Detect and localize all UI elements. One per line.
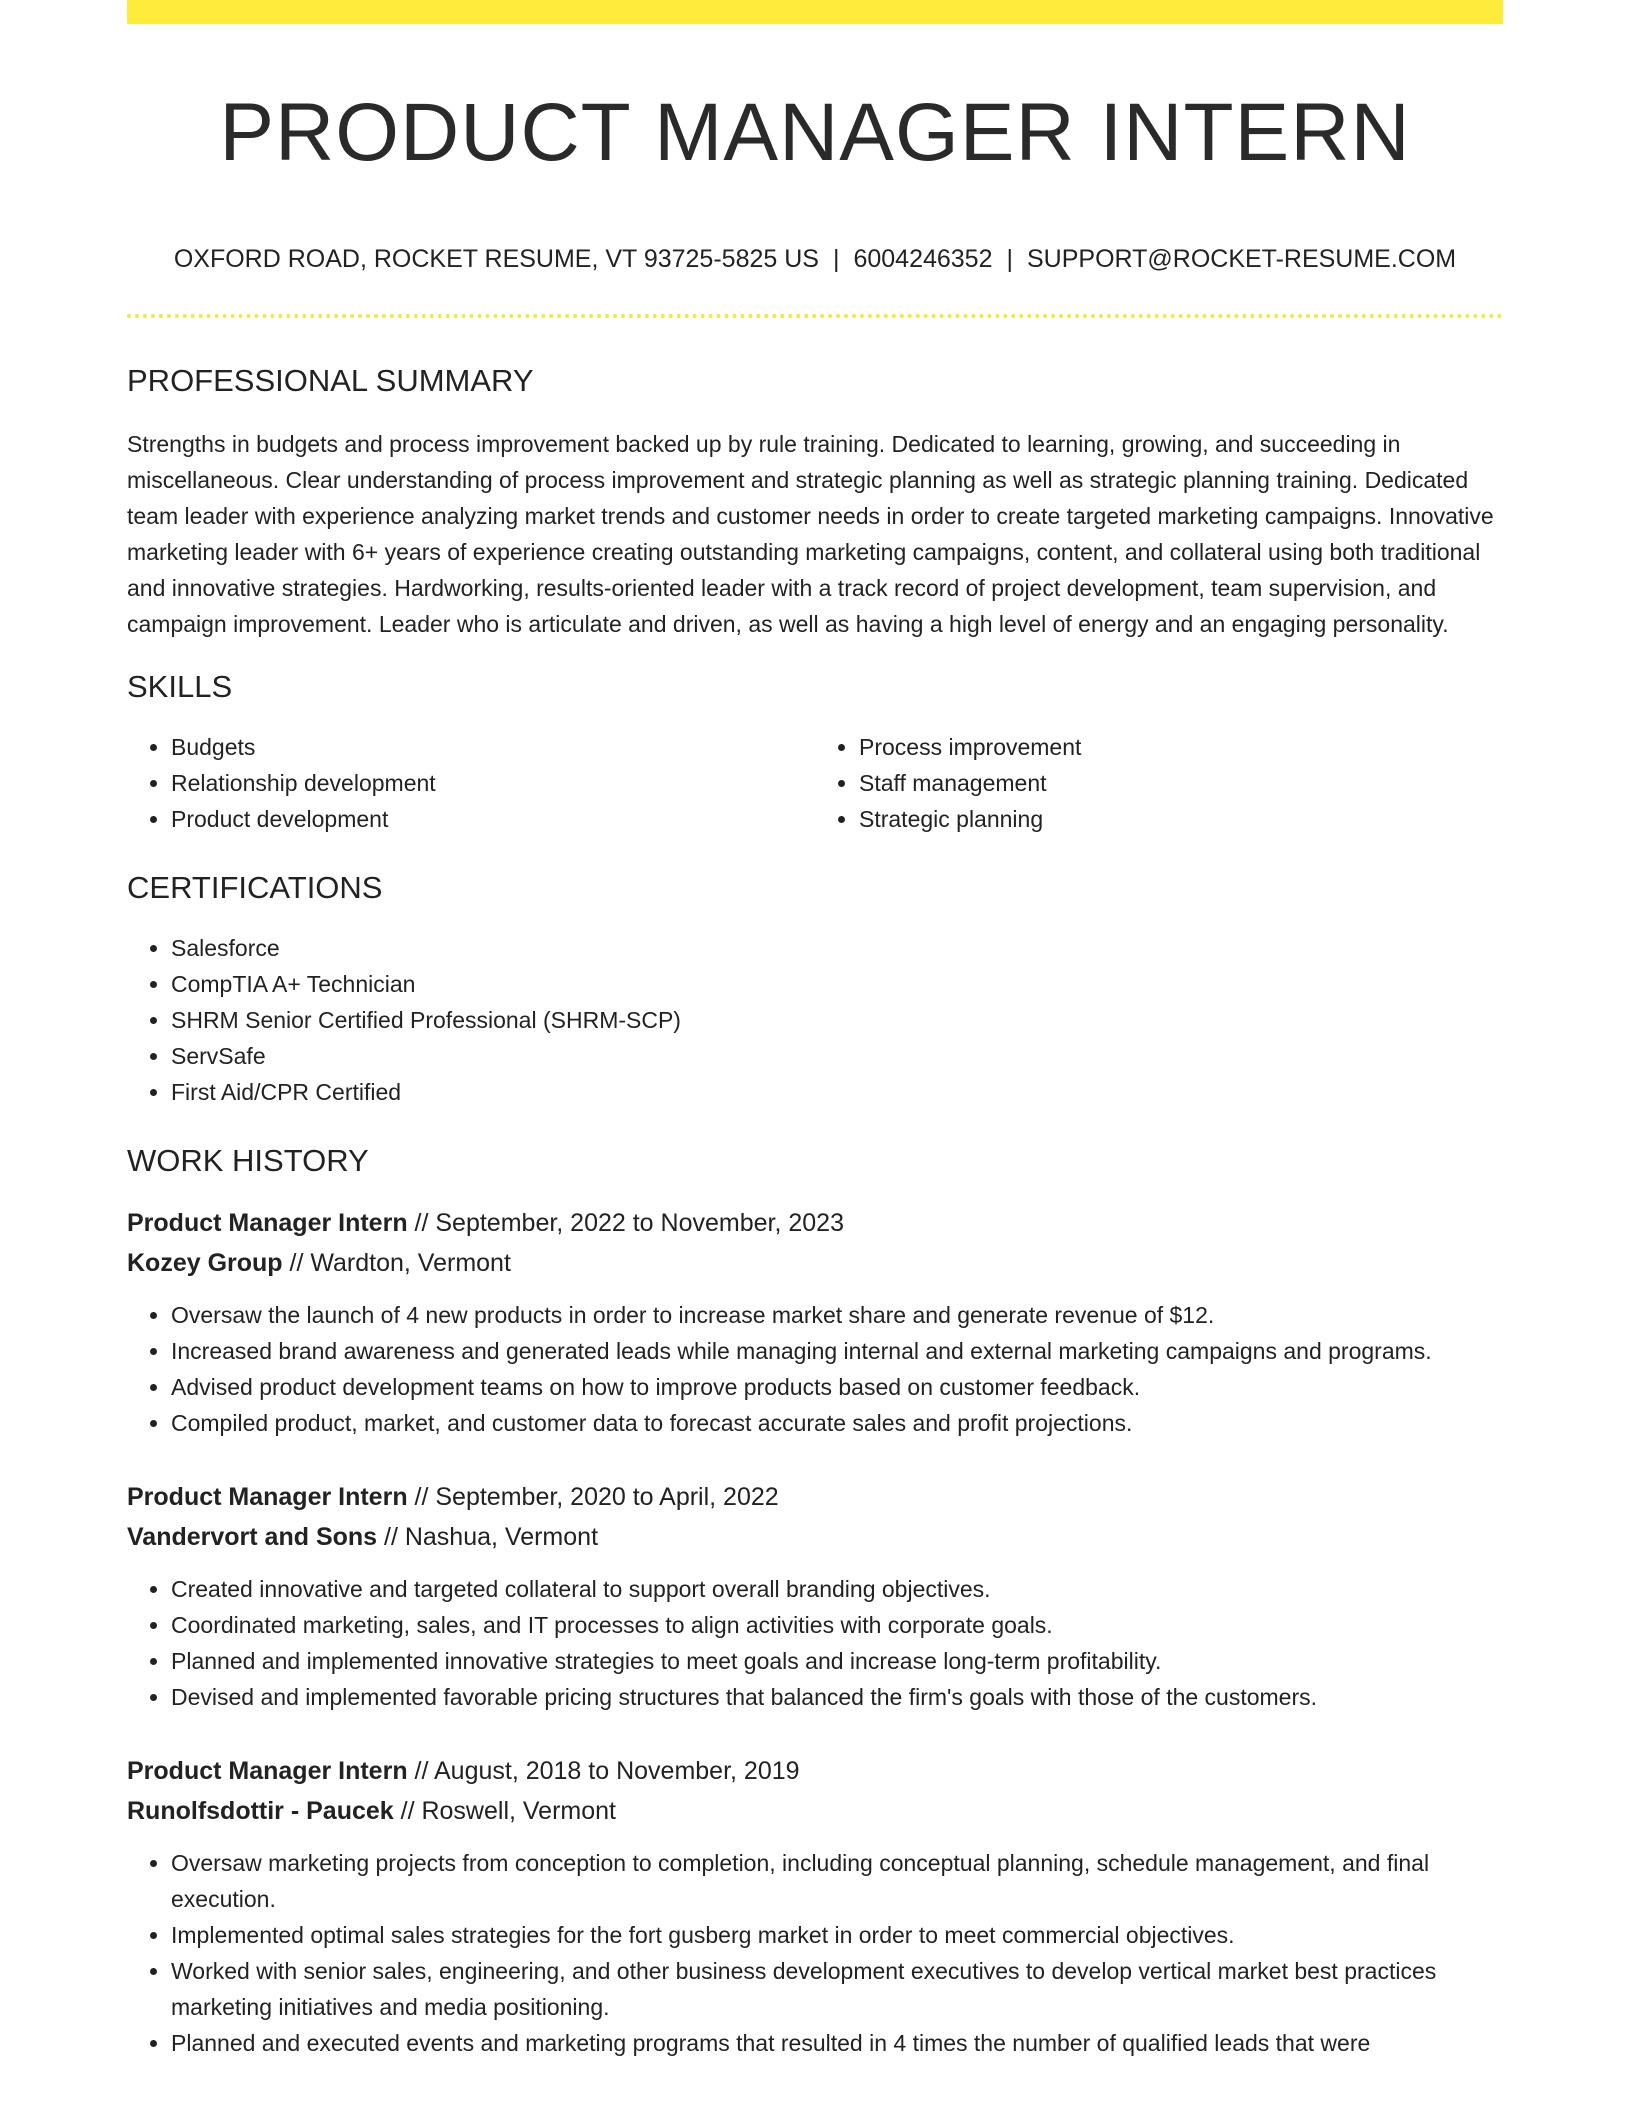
email: SUPPORT@ROCKET-RESUME.COM: [1027, 245, 1457, 274]
certification-item: • SHRM Senior Certified Professional (SHRM-SCP): [171, 1002, 1503, 1038]
address: OXFORD ROAD, ROCKET RESUME, VT 93725-5825 US: [173, 245, 819, 274]
job-role-line: [127, 1203, 1503, 1243]
skill-item: • Strategic planning: [859, 801, 1503, 837]
contact-line: [127, 244, 1503, 274]
job-bullet: • Planned and implemented innovative strategies to meet goals and increase long-term profitability.: [171, 1643, 1503, 1679]
summary-text: Strengths in budgets and process improvement backed up by rule training. Dedicated to learning, growing, and succeeding in miscellaneous. Clear understanding of process improvement and strategic planning as well as strategic planning training. Dedicated team leader with experience analyzing market trends and customer needs in order to create targeted marketing campaigns. Innovative marketing leader with 6+ years of experience creating outstanding marketing campaigns, content, and collateral using both traditional and innovative strategies. Hardworking, results-oriented leader with a track record of project development, team supervision, and campaign improvement. Leader who is articulate and driven, as well as having a high level of energy and an engaging personality.: [127, 430, 1494, 637]
work-history-heading: WORK HISTORY: [127, 1142, 369, 1178]
job-entry: [127, 1203, 1503, 1441]
certifications-heading: CERTIFICATIONS: [127, 869, 383, 905]
certification-item: • Salesforce: [171, 930, 1503, 966]
job-role-line: [127, 1751, 1503, 1791]
job-bullet: • Oversaw the launch of 4 new products in order to increase market share and generate revenue of $12.: [171, 1297, 1503, 1333]
skill-item: • Staff management: [859, 765, 1503, 801]
job-bullet: • Implemented optimal sales strategies for the fort gusberg market in order to meet commercial objectives.: [171, 1917, 1503, 1953]
job-role: Product Manager Intern: [127, 1757, 408, 1786]
job-company-line: [127, 1243, 1503, 1283]
skill-item: • Budgets: [171, 729, 815, 765]
job-company: Vandervort and Sons: [127, 1523, 378, 1552]
job-role: Product Manager Intern: [127, 1209, 408, 1238]
skill-item: • Product development: [171, 801, 815, 837]
job-location: // Nashua, Vermont: [377, 1523, 599, 1552]
job-role: Product Manager Intern: [127, 1483, 408, 1512]
certification-item: • ServSafe: [171, 1038, 1503, 1074]
job-location: // Roswell, Vermont: [393, 1797, 616, 1826]
job-bullet: • Compiled product, market, and customer data to forecast accurate sales and profit projections.: [171, 1405, 1503, 1441]
skills-column-right: [815, 729, 1503, 837]
job-dates: // August, 2018 to November, 2019: [407, 1757, 800, 1786]
separator: |: [1006, 245, 1013, 274]
skills-column-left: [127, 729, 815, 837]
job-company: Kozey Group: [127, 1249, 283, 1278]
job-bullet: • Advised product development teams on how to improve products based on customer feedback.: [171, 1369, 1503, 1405]
phone: 6004246352: [853, 245, 993, 274]
job-entry: [127, 1477, 1503, 1715]
job-bullet: • Increased brand awareness and generated leads while managing internal and external marketing campaigns and programs.: [171, 1333, 1503, 1369]
job-company-line: [127, 1517, 1503, 1557]
job-bullet: • Planned and executed events and marketing programs that resulted in 4 times the number of qualified leads that were: [171, 2025, 1503, 2061]
resume-page: [127, 0, 1503, 2061]
accent-bar: [127, 0, 1503, 24]
job-company-line: [127, 1791, 1503, 1831]
certification-item: • First Aid/CPR Certified: [171, 1074, 1503, 1110]
skills-heading: SKILLS: [127, 668, 233, 704]
job-bullet: • Coordinated marketing, sales, and IT processes to align activities with corporate goals.: [171, 1607, 1503, 1643]
job-dates: // September, 2020 to April, 2022: [407, 1483, 779, 1512]
skills-grid: [127, 729, 1503, 837]
job-bullet: • Worked with senior sales, engineering, and other business development executives to develop vertical market best practices marketing initiatives and media positioning.: [171, 1953, 1503, 2025]
summary-heading: PROFESSIONAL SUMMARY: [127, 363, 534, 399]
resume-name: PRODUCT MANAGER INTERN: [219, 87, 1411, 178]
job-bullets: [127, 1297, 1503, 1441]
job-dates: // September, 2022 to November, 2023: [407, 1209, 844, 1238]
job-bullet: • Created innovative and targeted collateral to support overall branding objectives.: [171, 1571, 1503, 1607]
dotted-divider: [127, 314, 1503, 318]
skill-item: • Process improvement: [859, 729, 1503, 765]
job-bullet: • Oversaw marketing projects from conception to completion, including conceptual planning, schedule management, and final execution.: [171, 1845, 1503, 1917]
job-bullets: [127, 1845, 1503, 2061]
job-bullet: • Devised and implemented favorable pricing structures that balanced the firm's goals with those of the customers.: [171, 1679, 1503, 1715]
skill-item: • Relationship development: [171, 765, 815, 801]
job-company: Runolfsdottir - Paucek: [127, 1797, 394, 1826]
job-role-line: [127, 1477, 1503, 1517]
certification-item: • CompTIA A+ Technician: [171, 966, 1503, 1002]
certifications-list: [127, 930, 1503, 1110]
separator: |: [832, 245, 840, 274]
job-location: // Wardton, Vermont: [282, 1249, 511, 1278]
job-bullets: [127, 1571, 1503, 1715]
job-entry: [127, 1751, 1503, 2061]
